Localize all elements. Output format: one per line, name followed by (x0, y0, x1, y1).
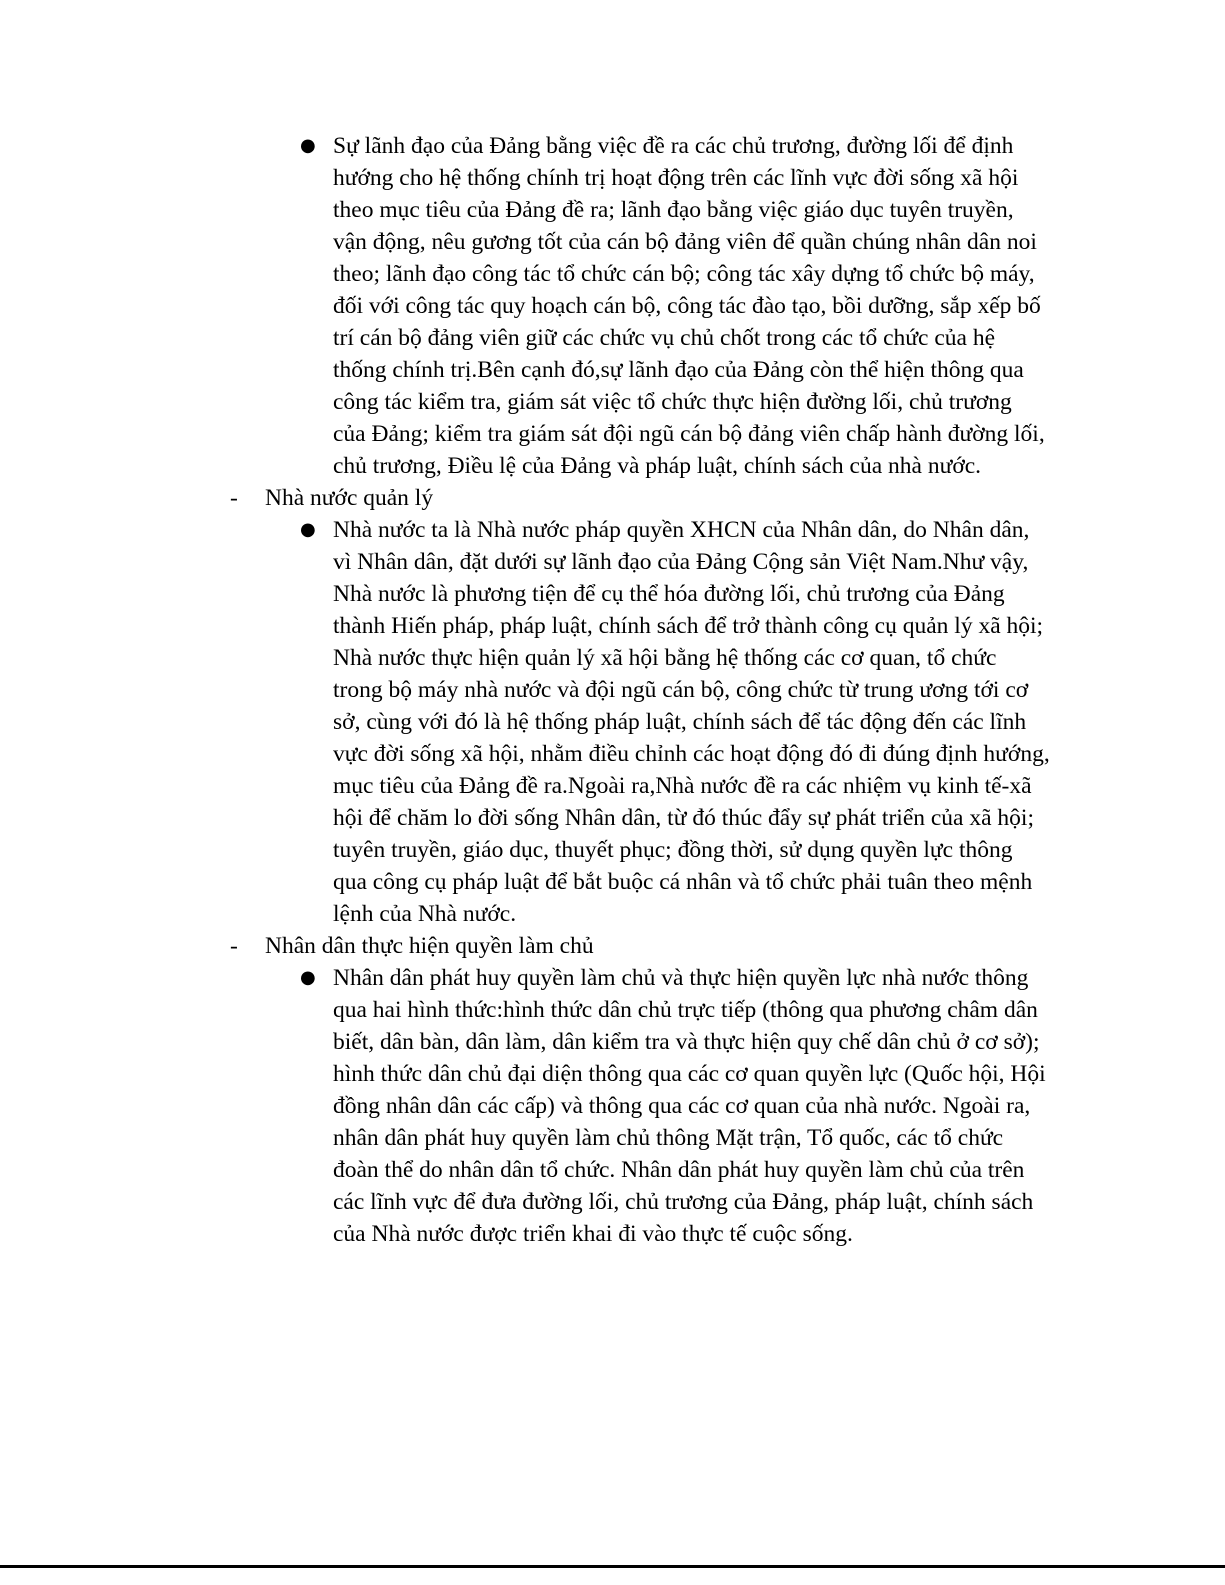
bullet-icon: ● (300, 135, 316, 156)
paragraph-people-mastery: Nhân dân phát huy quyền làm chủ và thực hiện quyền lực nhà nước thông qua hai hình thức:hình thức dân chủ trực tiếp (thông qua phương châm dân biết, dân bàn, dân làm, dân kiểm tra và thực hiện quy chế dân chủ ở cơ sở); hình thức dân chủ đại diện thông qua các cơ quan quyền lực (Quốc hội, Hội đồng nhân dân các cấp) và thông qua các cơ quan của nhà nước. Ngoài ra, nhân dân phát huy quyền làm chủ thông Mặt trận, Tổ quốc, các tổ chức đoàn thể do nhân dân tổ chức. Nhân dân phát huy quyền làm chủ của trên các lĩnh vực để đưa đường lối, chủ trương của Đảng, pháp luật, chính sách của Nhà nước được triển khai đi vào thực tế cuộc sống. (333, 965, 1046, 1247)
document-body (230, 130, 1050, 1250)
paragraph-state-management: Nhà nước ta là Nhà nước pháp quyền XHCN của Nhân dân, do Nhân dân, vì Nhân dân, đặt dưới sự lãnh đạo của Đảng Cộng sản Việt Nam.Như vậy, Nhà nước là phương tiện để cụ thể hóa đường lối, chủ trương của Đảng thành Hiến pháp, pháp luật, chính sách để trở thành công cụ quản lý xã hội; Nhà nước thực hiện quản lý xã hội bằng hệ thống các cơ quan, tổ chức trong bộ máy nhà nước và đội ngũ cán bộ, công chức từ trung ương tới cơ sở, cùng với đó là hệ thống pháp luật, chính sách để tác động đến các lĩnh vực đời sống xã hội, nhằm điều chỉnh các hoạt động đó đi đúng định hướng, mục tiêu của Đảng đề ra.Ngoài ra,Nhà nước đề ra các nhiệm vụ kinh tế-xã hội để chăm lo đời sống Nhân dân, từ đó thúc đẩy sự phát triển của xã hội; tuyên truyền, giáo dục, thuyết phục; đồng thời, sử dụng quyền lực thông qua công cụ pháp luật để bắt buộc cá nhân và tổ chức phải tuân theo mệnh lệnh của Nhà nước. (333, 517, 1050, 927)
bullet-icon: ● (300, 519, 316, 540)
dash-item-state-management (230, 482, 1050, 514)
dash-icon: - (230, 933, 238, 959)
paragraph-party-leadership: Sự lãnh đạo của Đảng bằng việc đề ra các chủ trương, đường lối để định hướng cho hệ thống chính trị hoạt động trên các lĩnh vực đời sống xã hội theo mục tiêu của Đảng đề ra; lãnh đạo bằng việc giáo dục tuyên truyền, vận động, nêu gương tốt của cán bộ đảng viên để quần chúng nhân dân noi theo; lãnh đạo công tác tổ chức cán bộ; công tác xây dựng tổ chức bộ máy, đối với công tác quy hoạch cán bộ, công tác đào tạo, bồi dưỡng, sắp xếp bố trí cán bộ đảng viên giữ các chức vụ chủ chốt trong các tổ chức của hệ thống chính trị.Bên cạnh đó,sự lãnh đạo của Đảng còn thể hiện thông qua công tác kiểm tra, giám sát việc tổ chức thực hiện đường lối, chủ trương của Đảng; kiểm tra giám sát đội ngũ cán bộ đảng viên chấp hành đường lối, chủ trương, Điều lệ của Đảng và pháp luật, chính sách của nhà nước. (333, 133, 1045, 479)
dash-item-people-mastery (230, 930, 1050, 962)
heading-state-management: Nhà nước quản lý (265, 485, 434, 511)
dash-icon: - (230, 485, 238, 511)
bullet-item-party-leadership (230, 130, 1050, 482)
bullet-item-people-mastery (230, 962, 1050, 1250)
page-bottom-border (0, 1565, 1225, 1568)
bullet-icon: ● (300, 967, 316, 988)
heading-people-mastery: Nhân dân thực hiện quyền làm chủ (265, 933, 594, 959)
bullet-item-state-management (230, 514, 1050, 930)
